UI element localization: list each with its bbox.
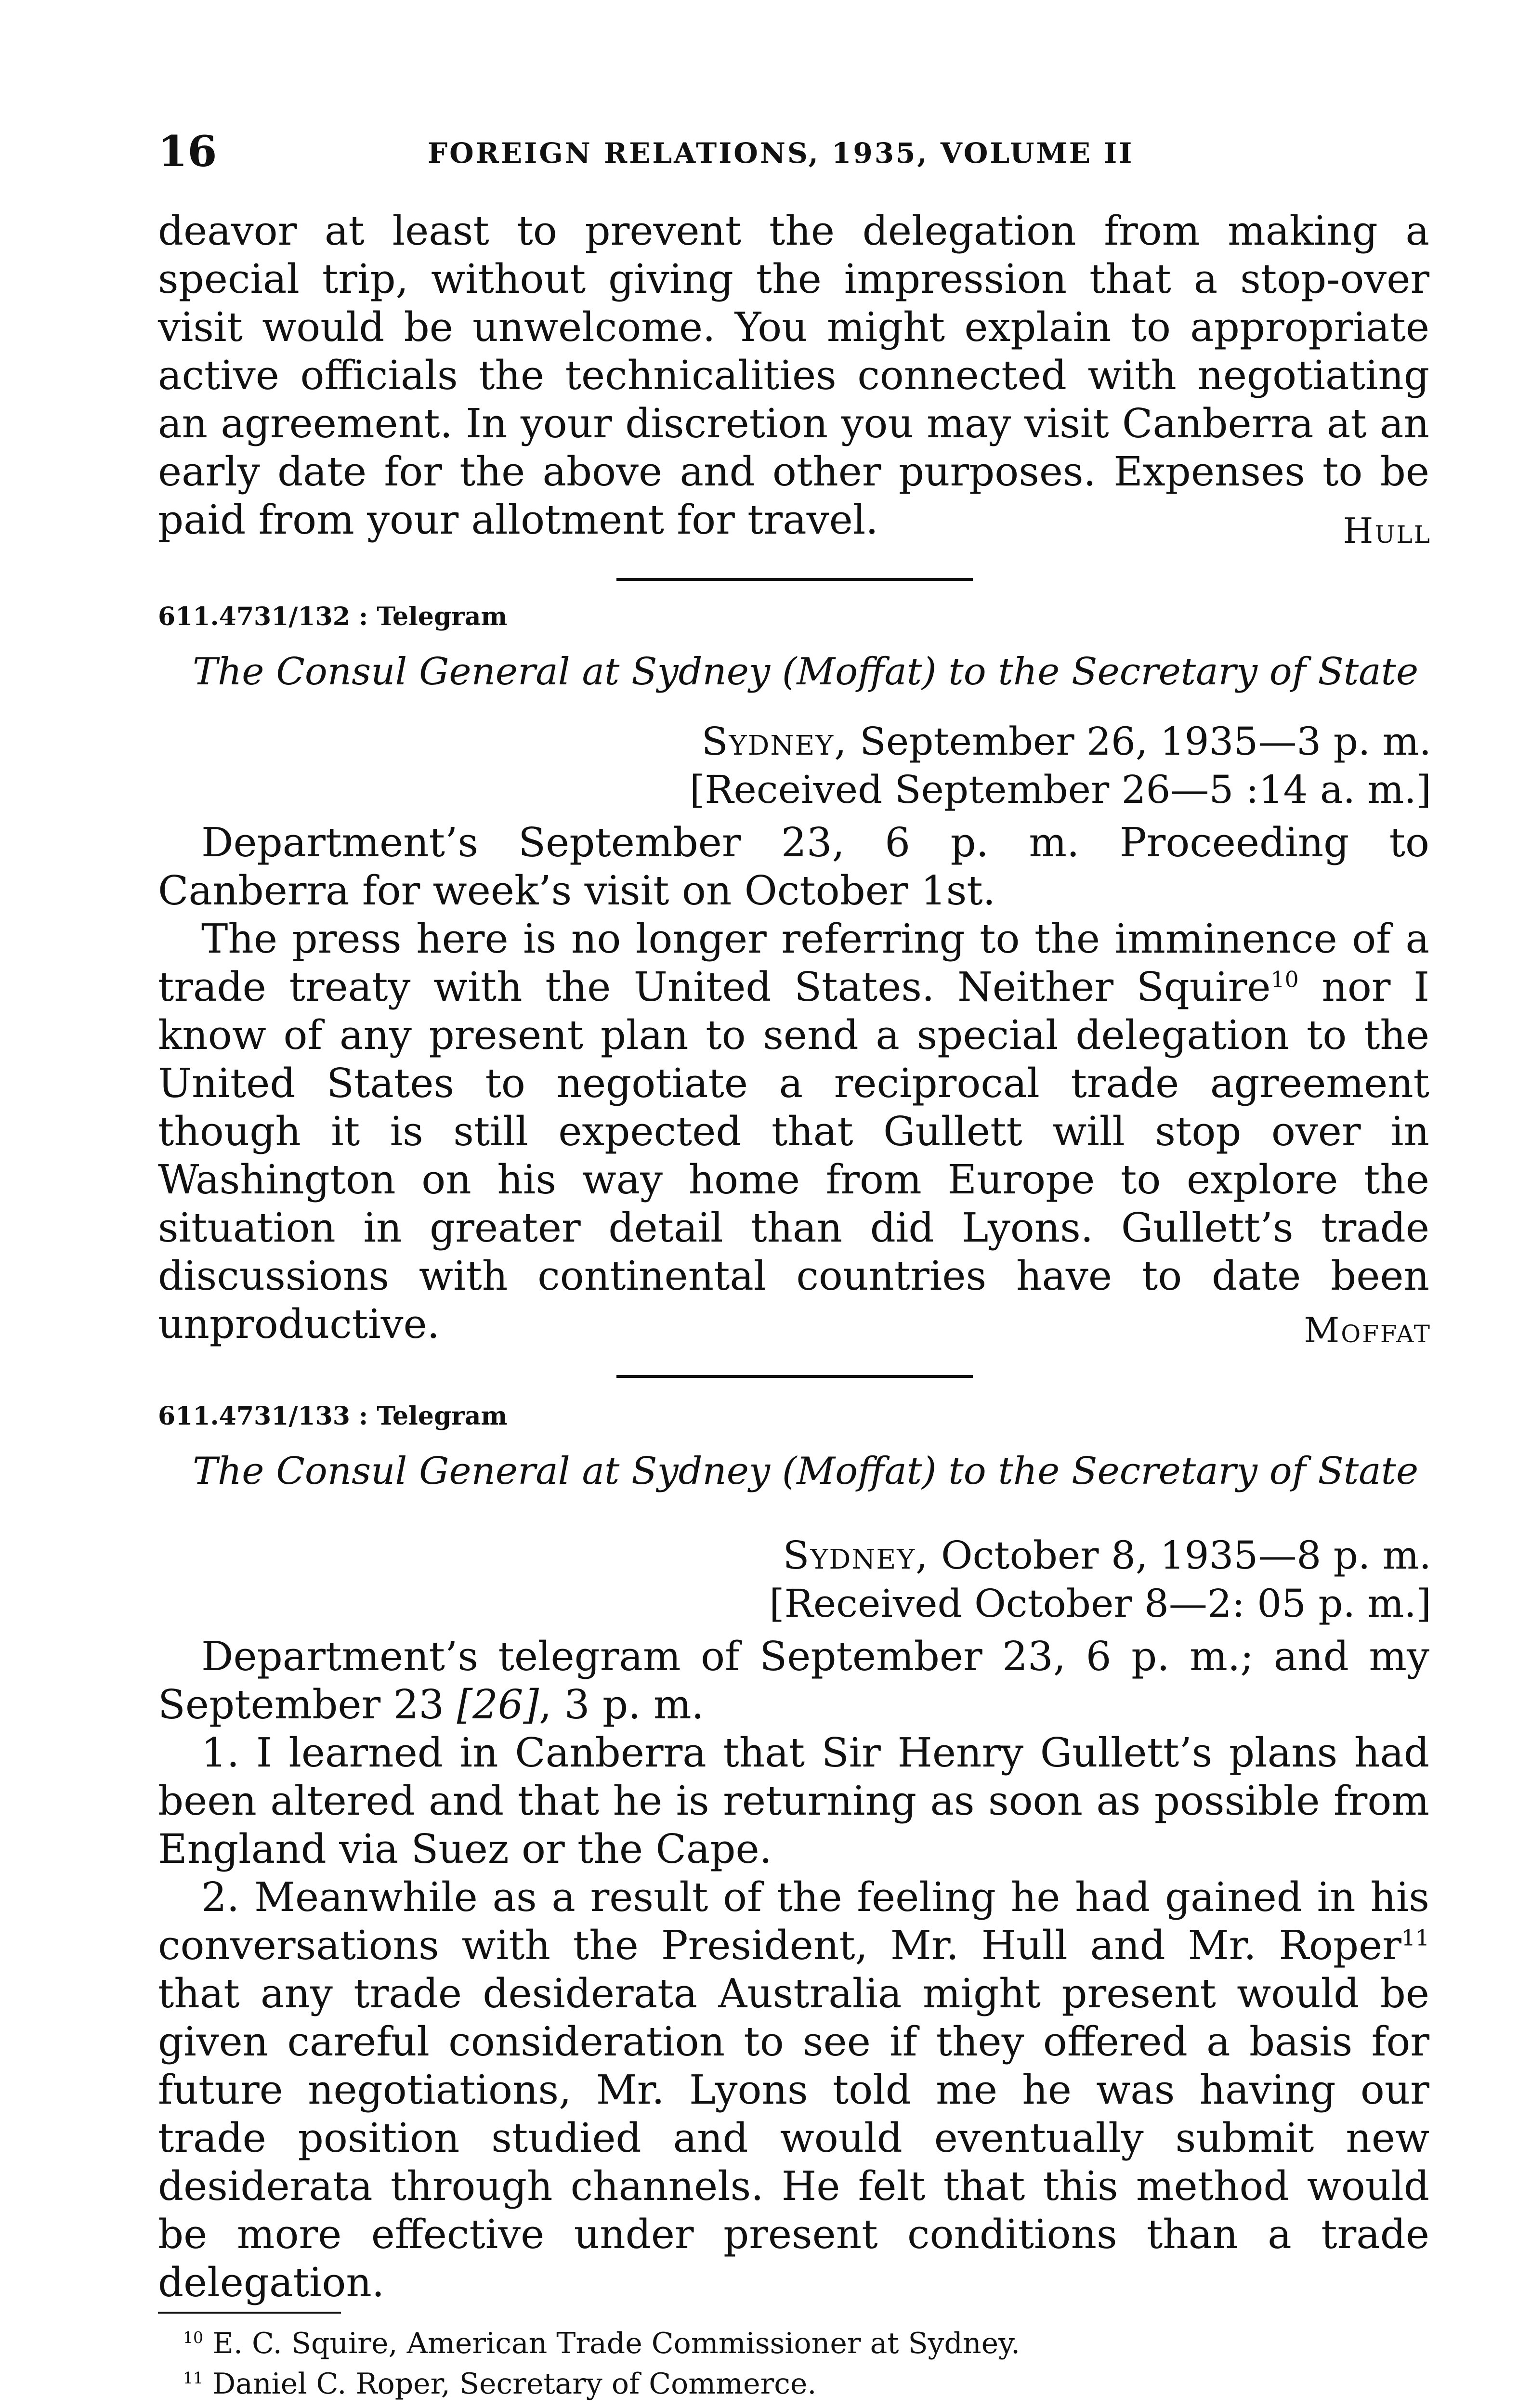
dateline-received: [Received September 26—5 :14 a. m.] [690,767,1431,812]
paragraph [158,1633,1429,1729]
page-header [158,126,1362,179]
dateline-received: [Received October 8—2: 05 p. m.] [769,1581,1431,1626]
footnote-text: Daniel C. Roper, Secretary of Commerce. [212,2367,817,2401]
file-reference: 611.4731/132 : Telegram [158,602,508,631]
footnote-rule [158,2312,341,2314]
signature-moffat: Moffat [1304,1310,1431,1350]
separator-rule [616,578,973,581]
paragraph: 1. I learned in Canberra that Sir Henry Gullett’s plans had been altered and that he is returning as soon as possible from England via Suez or the Cape. [158,1729,1429,1872]
dateline-date: September 26, 1935—3 p. m. [860,719,1431,764]
paragraph-text: Department’s telegram of September 23, 6 p. m.; and my September 23 [158,1633,1429,1728]
dateline-sent [769,1531,1431,1580]
paragraph-text: , 3 p. m. [539,1681,704,1728]
paragraph: Department’s September 23, 6 p. m. Proceeding to Canberra for week’s visit on October 1st. [158,819,1429,914]
footnote-mark: 10 [183,2328,203,2347]
dateline-place: Sydney, [701,719,848,764]
footnotes [183,2320,1435,2401]
dateline-sent [690,718,1431,766]
document-body [158,819,1429,1348]
document-title: The Consul General at Sydney (Moffat) to the Secretary of State [193,650,1419,694]
dateline-place: Sydney, [783,1533,929,1578]
separator-rule [616,1375,973,1378]
continuation-paragraph: deavor at least to prevent the delegation from making a special trip, without giving the impression that a stop-over visit would be unwelcome. You might explain to appropriate active officials the technicalities connected with negotiating an agreement. In your discretion you may visit Canberra at an early date for the above and other purposes. Expenses to be paid from your allotment for travel. [158,208,1429,543]
document-title: The Consul General at Sydney (Moffat) to the Secretary of State [193,1450,1419,1493]
footnote-mark: 11 [183,2369,203,2387]
dateline [690,718,1431,814]
running-head: FOREIGN RELATIONS, 1935, VOLUME II [428,137,1134,170]
dateline [769,1531,1431,1628]
bracketed-correction: [26] [457,1681,539,1728]
page-number: 16 [158,126,217,176]
document-body [158,1633,1429,2307]
footnote [183,2361,1435,2401]
footnote [183,2320,1435,2361]
file-reference: 611.4731/133 : Telegram [158,1401,508,1431]
paragraph-text: 2. Meanwhile as a result of the feeling he had gained in his conversations with the President, Mr. Hull and Mr. Roper [158,1874,1429,1969]
paragraph [158,915,1429,1348]
dateline-date: October 8, 1935—8 p. m. [941,1533,1431,1578]
paragraph [158,1873,1429,2307]
footnote-reference: 10 [1270,967,1299,993]
paragraph-text: that any trade desiderata Australia might present would be given careful consideration to see if they offered a basis for future negotiations, Mr. Lyons told me he was having our trade position studied and would eventually submit new desiderata through channels. He felt that this method would be more effective under present conditions than a trade delegation. [158,1970,1429,2306]
paragraph-text: nor I know of any present plan to send a special delegation to the United States to negotiate a reciprocal trade agreement though it is still expected that Gullett will stop over in Washington on his way home from Europe to explore the situation in greater detail than did Lyons. Gullett’s trade discussions with continental countries have to date been unproductive. [158,964,1429,1348]
footnote-reference: 11 [1401,1925,1429,1951]
signature-hull: Hull [1343,510,1431,551]
paragraph-text: The press here is no longer referring to the imminence of a trade treaty with the United States. Neither Squire [158,916,1429,1010]
footnote-text: E. C. Squire, American Trade Commissioner at Sydney. [212,2327,1021,2360]
